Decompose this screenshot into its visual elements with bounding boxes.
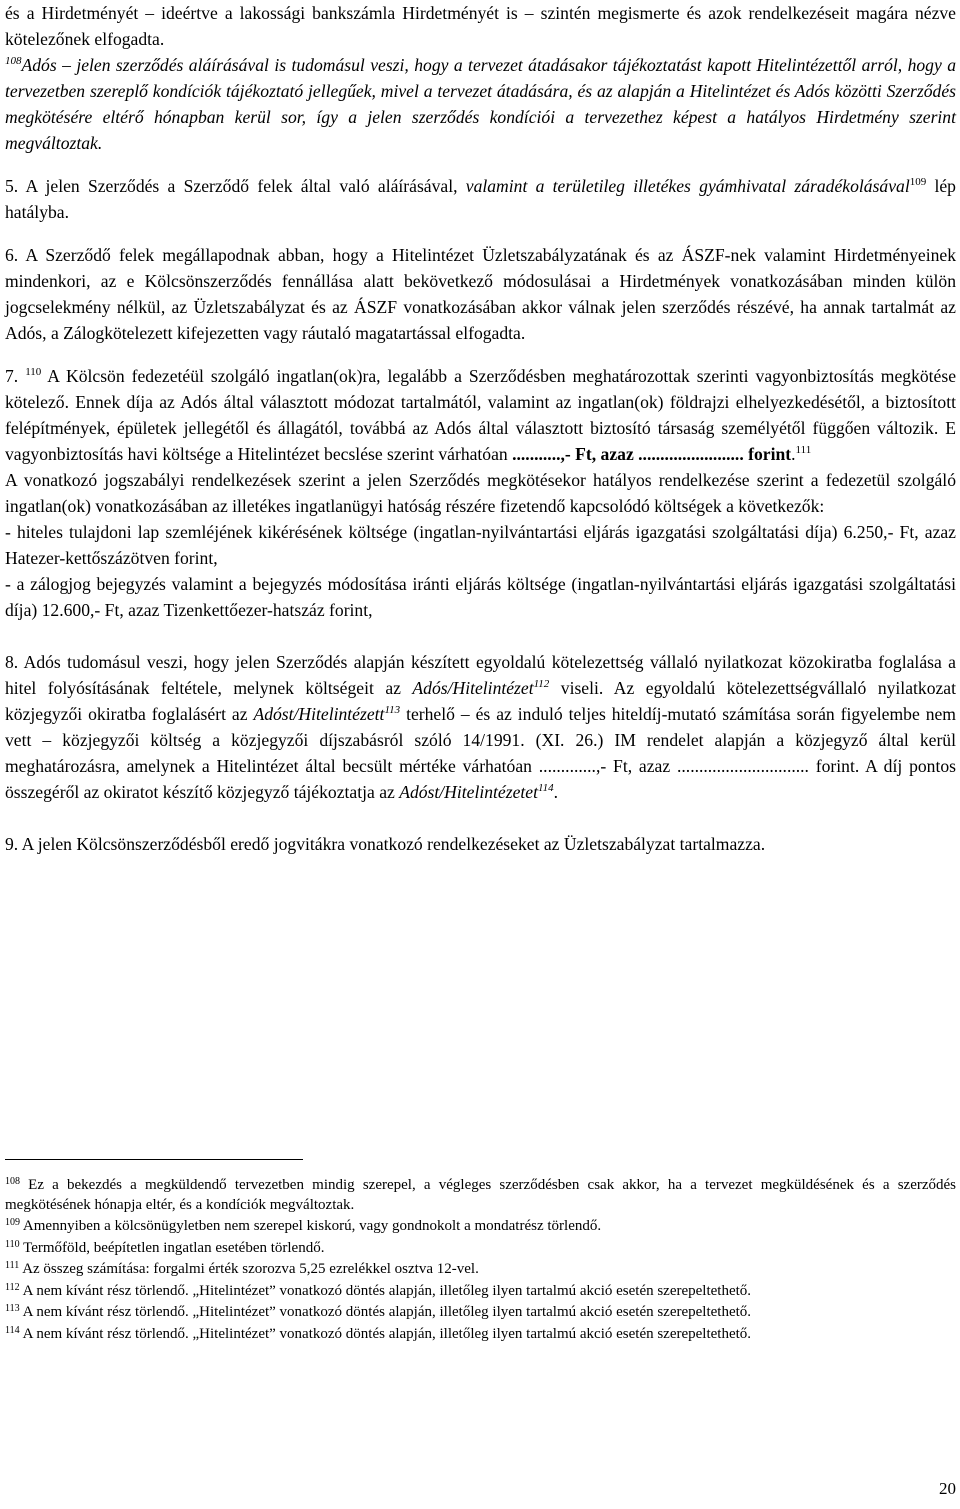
paragraph-108-text: Adós – jelen szerződés aláírásával is tudomásul veszi, hogy a tervezet átadásakor tájékoztatást kapott Hitelintézettől arról, hogy a tervezetben szereplő kondíciók tájékoztató jellegűek, mivel a tervezet átadására, és az alapján a Hitelintézet és Adós közötti Szerződés megkötésére eltérő hónapban kerül sor, így a jelen szerződés kondíciói a tervezethez képest a hatályos Hirdetmény szerint megváltoztak.: [5, 55, 956, 153]
footnote-ref-114: 114: [537, 782, 554, 794]
paragraph-7-amount: ...........,- Ft, azaz ........................ forint: [512, 444, 792, 464]
footnote-list: [5, 1176, 956, 1344]
footnote-text: Amennyiben a kölcsönügyletben nem szerepel kiskorú, vagy gondnokolt a mondatrész törlendő.: [20, 1218, 602, 1234]
paragraph-7-end: .: [791, 444, 796, 464]
footnote-text: Az összeg számítása: forgalmi érték szorozva 5,25 ezrelékkel osztva 12-vel.: [19, 1261, 479, 1277]
footnote-109: [5, 1217, 956, 1237]
paragraph-9: 9. A jelen Kölcsönszerződésből eredő jogvitákra vonatkozó rendelkezéseket az Üzletszabályzat tartalmazza.: [5, 834, 766, 854]
paragraph-7-fee-item-2: - a zálogjog bejegyzés valamint a bejegyzés módosítása iránti eljárás költsége (ingatlan-nyilvántartási eljárás igazgatási szolgáltatási díja) 12.600,- Ft, azaz Tizenkettőezer-hatszáz forint,: [5, 574, 956, 620]
paragraph-5-text-a: 5. A jelen Szerződés a Szerződő felek által való aláírásával,: [5, 176, 466, 196]
paragraph-8-italic-1: Adós/Hitelintézet: [412, 678, 534, 698]
paragraph-5: [5, 173, 956, 225]
footnote-ref-110: 110: [25, 366, 42, 378]
paragraph-7: [5, 363, 956, 467]
page-number: 20: [939, 1479, 956, 1498]
paragraph-5-text-italic: valamint a területileg illetékes gyámhivatal záradékolásával: [465, 176, 910, 196]
footnote-number: 110: [5, 1238, 20, 1250]
paragraph-8-italic-2: Adóst/Hitelintézett: [253, 704, 385, 724]
footnote-ref-108: 108: [5, 55, 22, 67]
footnote-number: 113: [5, 1303, 20, 1314]
footnote-text: Ez a bekezdés a megküldendő tervezetben mindig szerepel, a végleges szerződésben csak akkor, ha a tervezet megküldésének és a szerződés megkötésének hónapja eltér, és a kondíciók megváltoztak.: [5, 1177, 956, 1213]
paragraph-8-text-c: terhelő – és az induló teljes hiteldíj-mutató számítása során figyelembe nem vett – közjegyzői költség a közjegyzői díjszabásról szóló 14/1991. (XI. 26.) IM rendelet alapján a közjegyző által kerül meghatározásra, amelynek a Hitelintézet által becsült mértéke várhatóan .............,- Ft, azaz .............................. forint. A díj pontos összegéről az okiratot készítő közjegyző tájékoztatja az: [5, 704, 956, 802]
footnote-number: 109: [5, 1217, 20, 1228]
paragraph-5-text-c: lép hatályba.: [5, 176, 956, 222]
footnote-text: Termőföld, beépítetlen ingatlan esetében törlendő.: [19, 1239, 325, 1256]
footnote-114: [5, 1325, 956, 1345]
paragraph-continuation: és a Hirdetményét – ideértve a lakossági bankszámla Hirdetményét is – szintén megismerte és azok rendelkezéseit magára nézve kötelezőnek elfogadta.: [5, 3, 956, 49]
footnote-112: [5, 1282, 956, 1302]
footnote-ref-109: 109: [909, 176, 927, 188]
footnote-number: 112: [5, 1281, 20, 1293]
paragraph-8-italic-3: Adóst/Hitelintézetet: [399, 782, 538, 802]
paragraph-108: [5, 52, 956, 156]
paragraph-8: [5, 649, 956, 805]
paragraph-8-text-b: viseli. Az egyoldalú kötelezettségvállaló nyilatkozat közjegyzői okiratba foglalásért az: [5, 678, 956, 724]
paragraph-7-lead: 7.: [5, 366, 26, 386]
paragraph-6: 6. A Szerződő felek megállapodnak abban, hogy a Hitelintézet Üzletszabályzatának és az ÁSZF-nek valamint Hirdetményeinek mindenkori, az e Kölcsönszerződés fennállása alatt bekövetkező módosulásai a Hirdetmények vonatkozásában minden külön jogcselekmény nélkül, az Üzletszabályzat és az ÁSZF vonatkozásában akkor válnak jelen szerződés részévé, ha annak tartalmát az Adós, a Zálogkötelezett kifejezetten vagy ráutaló magatartással elfogadta.: [5, 245, 956, 343]
footnote-text: A nem kívánt rész törlendő. „Hitelintézet” vonatkozó döntés alapján, illetőleg ilyen tartalmú akció esetén szerepeltethető.: [19, 1282, 752, 1299]
paragraph-7-fees-intro: A vonatkozó jogszabályi rendelkezések szerint a jelen Szerződés megkötésekor hatályos rendelkezése szerint a fedezetül szolgáló ingatlan(ok) vonatkozásában az illetékes ingatlanügyi hatóság részére fizetendő kapcsolódó költségek a következők:: [5, 470, 956, 516]
footnote-divider: [5, 1159, 303, 1160]
footnotes-section: [5, 1159, 956, 1346]
footnote-108: [5, 1176, 956, 1215]
paragraph-8-text-d: .: [553, 782, 559, 802]
footnote-111: [5, 1260, 956, 1280]
footnote-113: [5, 1303, 956, 1323]
footnote-110: [5, 1239, 956, 1259]
footnote-text: A nem kívánt rész törlendő. „Hitelintézet” vonatkozó döntés alapján, illetőleg ilyen tartalmú akció esetén szerepeltethető.: [19, 1304, 752, 1320]
footnote-ref-111: 111: [795, 444, 812, 456]
paragraph-7-fee-item-1: - hiteles tulajdoni lap szemléjének kikérésének költsége (ingatlan-nyilvántartási eljárás igazgatási szolgáltatási díja) 6.250,- Ft, azaz Hatezer-kettőszázötven forint,: [5, 522, 956, 568]
footnote-text: A nem kívánt rész törlendő. „Hitelintézet” vonatkozó döntés alapján, illetőleg ilyen tartalmú akció esetén szerepeltethető.: [19, 1325, 752, 1342]
footnote-number: 108: [5, 1176, 20, 1187]
paragraph-7-text: A Kölcsön fedezetéül szolgáló ingatlan(ok)ra, legalább a Szerződésben meghatározottak szerinti vagyonbiztosítás megkötése kötelező. Ennek díja az Adós által választott módozat tartalmától, valamint az ingatlan(ok) földrajzi elhelyezkedésétől, a biztosított felépítmények, épületek jellegétől és állagától, továbbá az Adós által választott biztosító társaság személyétől függően változik. E vagyonbiztosítás havi költsége a Hitelintézet becslése szerint várhatóan: [5, 366, 957, 464]
footnote-ref-113: 113: [384, 704, 401, 716]
document-page: [5, 0, 957, 1342]
paragraph-8-text-a: 8. Adós tudomásul veszi, hogy jelen Szerződés alapján készített egyoldalú kötelezettség vállaló nyilatkozat közokiratba foglalása a hitel folyósításának feltétele, melynek költségeit az: [5, 652, 956, 698]
footnote-number: 114: [5, 1324, 20, 1336]
footnote-number: 111: [5, 1260, 20, 1271]
footnote-ref-112: 112: [533, 678, 550, 690]
